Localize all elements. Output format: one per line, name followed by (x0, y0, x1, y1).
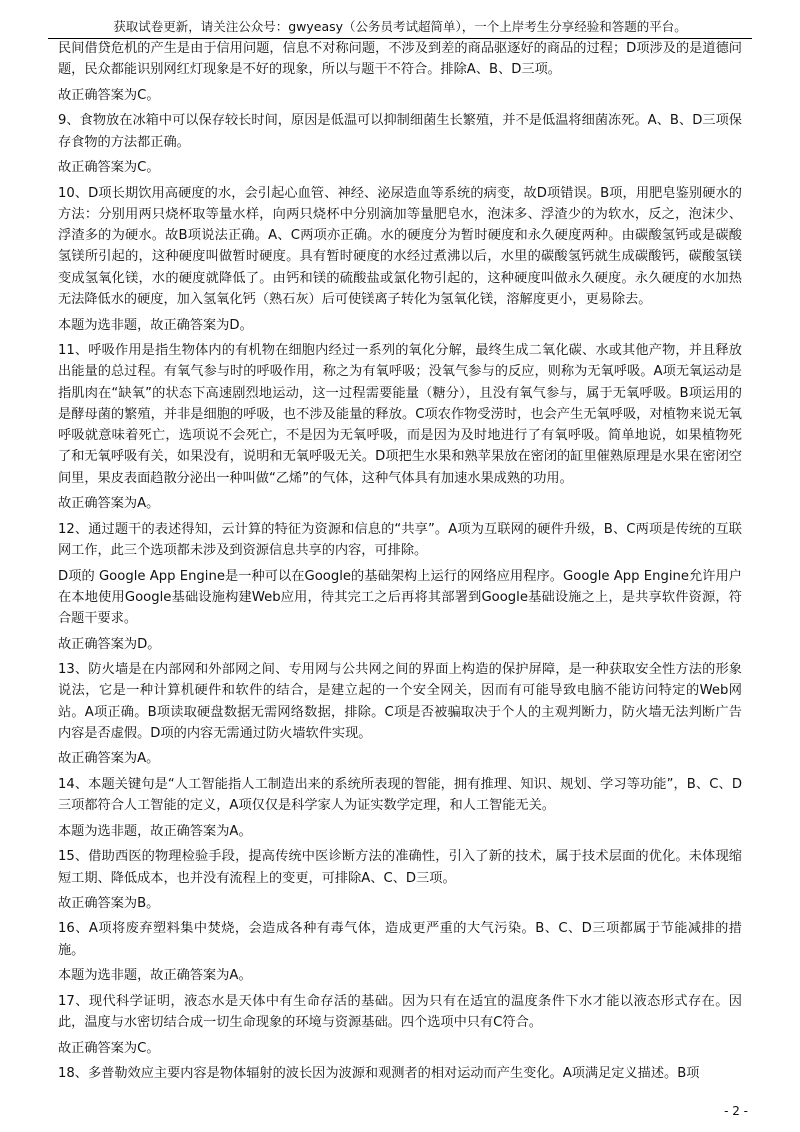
answer-q17: 故正确答案为C。 (58, 1040, 160, 1056)
paragraph-q11: 11、呼吸作用是指生物体内的有机物在细胞内经过一系列的氧化分解，最终生成二氧化碳、水或其他产物，并且释放出能量的总过程。有氧气参与时的呼吸作用，称之为有氧呼吸；没氧气参与的反应，则称为无氧呼吸。A项无氧运动是指肌肉在“缺氧”的状态下高速剧烈地运动，这一过程需要能量（糖分），且没有氧气参与，属于无氧呼吸。B项运用的是酵母菌的繁殖，并非是细胞的呼吸，也不涉及能量的释放。C项农作物受涝时，也会产生无氧呼吸，对植物来说无氧呼吸就意味着死亡，选项说不会死亡，不是因为无氧呼吸，而是因为及时地进行了有氧呼吸。简单地说，如果植物死了和无氧呼吸有关，如果没有，说明和无氧呼吸无关。D项把生水果和熟苹果放在密闭的缸里催熟原理是水果在密闭空间里，果皮表面趋散分泌出一种叫做“乙烯”的气体，这种气体具有加速水果成熟的功用。 (58, 342, 742, 486)
paragraph-q12: 12、通过题干的表述得知，云计算的特征为资源和信息的“共享”。A项为互联网的硬件升级，B、C两项是传统的互联网工作，此三个选项都未涉及到资源信息共享的内容，可排除。 (58, 521, 742, 559)
answer-q14: 本题为选非题，故正确答案为A。 (58, 823, 252, 839)
paragraph-q12-continued: D项的 Google App Engine是一种可以在Google的基础架构上运行的网络应用程序。Google App Engine允许用户在本地使用Google基础设施构建Web应用，待其完工之后再将其部署到Google基础设施之上，是共享软件资源，符合题干要求。 (58, 568, 742, 627)
answer-q13: 故正确答案为A。 (58, 751, 160, 767)
answer-q16: 本题为选非题，故正确答案为A。 (58, 968, 252, 984)
page-number: - 2 - (724, 1104, 748, 1118)
paragraph-q13: 13、防火墙是在内部网和外部网之间、专用网与公共网之间的界面上构造的保护屏障，是一种获取安全性方法的形象说法，它是一种计算机硬件和软件的结合，是建立起的一个安全网关，因而有可能导致电脑不能访问特定的Web网站。A项正确。B项读取硬盘数据无需网络数据，排除。C项是否被骗取决于个人的主观判断力，防火墙无法判断广告内容是否虚假。D项的内容无需通过防火墙软件实现。 (58, 662, 742, 741)
answer-q8: 故正确答案为C。 (58, 87, 160, 103)
answer-q11: 故正确答案为A。 (58, 496, 160, 512)
page-header: 获取试卷更新，请关注公众号：gwyeasy（公务员考试超简单），一个上岸考生分享经验和答题的平台。 (113, 19, 687, 34)
paragraph-q15: 15、借助西医的物理检验手段，提高传统中医诊断方法的准确性，引入了新的技术，属于技术层面的优化。未体现缩短工期、降低成本，也并没有流程上的变更，可排除A、C、D三项。 (58, 849, 742, 886)
paragraph-q16: 16、A项将废弃塑料集中焚烧，会造成各种有毒气体，造成更严重的大气污染。B、C、D三项都属于节能减排的措施。 (58, 921, 742, 958)
paragraph-q14: 14、本题关键句是“人工智能指人工制造出来的系统所表现的智能，拥有推理、知识、规划、学习等功能”，B、C、D三项都符合人工智能的定义，A项仅仅是科学家人为证实数学定理，和人工智能无关。 (58, 776, 742, 814)
paragraph-q9: 9、食物放在冰箱中可以保存较长时间，原因是低温可以抑制细菌生长繁殖，并不是低温将细菌冻死。A、B、D三项保存食物的方法都正确。 (58, 113, 742, 150)
document-body (58, 38, 742, 1088)
paragraph-q8-explanation: 民间借贷危机的产生是由于信用问题，信息不对称问题，不涉及到差的商品驱逐好的商品的过程；D项涉及的是道德问题，民众都能识别网红灯现象是不好的现象，所以与题干不符合。排除A、B、D三项。 (58, 41, 742, 78)
answer-q12: 故正确答案为D。 (58, 636, 161, 652)
answer-q15: 故正确答案为B。 (58, 895, 160, 911)
answer-q9: 故正确答案为C。 (58, 160, 160, 176)
paragraph-q18: 18、多普勒效应主要内容是物体辐射的波长因为波源和观测者的相对运动而产生变化。A项满足定义描述。B项 (58, 1066, 700, 1081)
paragraph-q10: 10、D项长期饮用高硬度的水，会引起心血管、神经、泌尿造血等系统的病变，故D项错误。B项，用肥皂鉴别硬水的方法：分别用两只烧杯取等量水样，向两只烧杯中分别滴加等量肥皂水，泡沫多、浮渣少的为软水，反之，泡沫少、浮渣多的为硬水。故B项说法正确。A、C两项亦正确。水的硬度分为暂时硬度和永久硬度两种。由碳酸氢钙或是碳酸氢镁所引起的，这种硬度叫做暂时硬度。具有暂时硬度的水经过煮沸以后，水里的碳酸氢钙就生成碳酸钙，碳酸氢镁变成氢氧化镁，水的硬度就降低了。由钙和镁的硫酸盐或氯化物引起的，这种硬度叫做永久硬度。永久硬度的水加热无法降低水的硬度，加入氢氧化钙（熟石灰）后可使镁离子转化为氢氧化镁，溶解度更小，更易除去。 (58, 185, 742, 308)
paragraph-q17: 17、现代科学证明，液态水是天体中有生命存活的基础。因为只有在适宜的温度条件下水才能以液态形式存在。因此，温度与水密切结合成一切生命现象的环境与资源基础。四个选项中只有C符合。 (58, 993, 742, 1031)
answer-q10: 本题为选非题，故正确答案为D。 (58, 317, 253, 333)
